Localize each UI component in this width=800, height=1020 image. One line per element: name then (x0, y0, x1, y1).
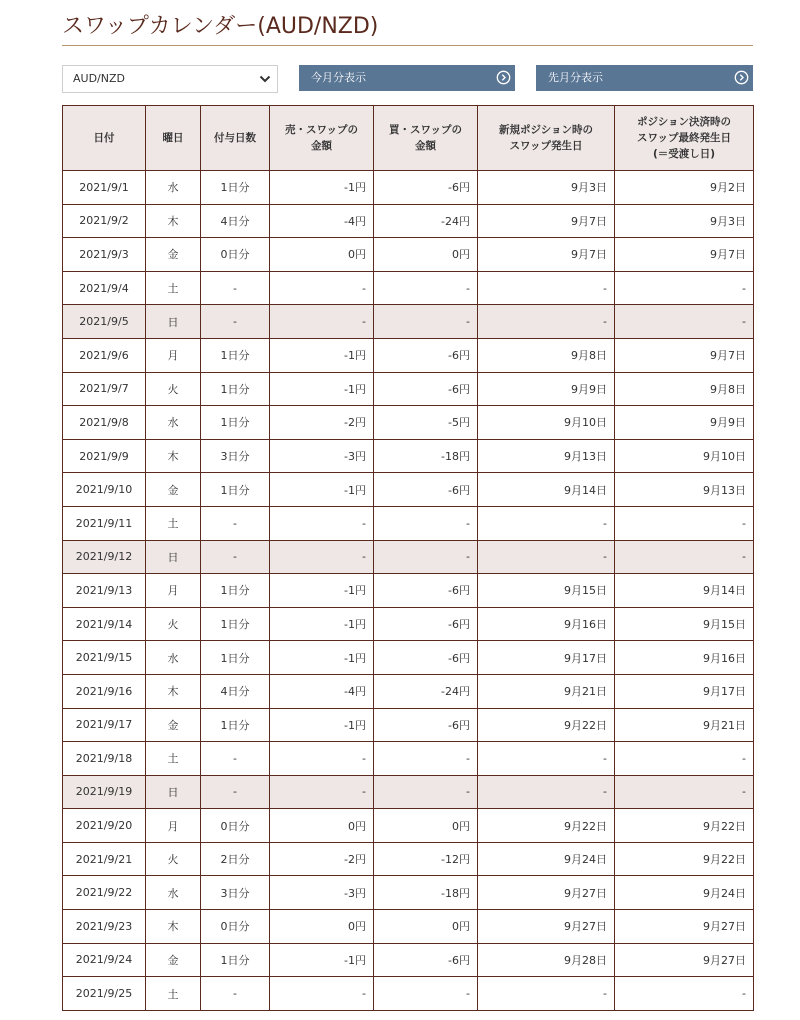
cell-date: 2021/9/12 (63, 540, 146, 574)
cell-weekday: 日 (146, 775, 201, 809)
cell-new-position-date: 9月14日 (478, 473, 615, 507)
header-buy-swap-amount: 買・スワップの 金額 (374, 106, 478, 171)
cell-buy-swap: - (374, 271, 478, 305)
cell-new-position-date: 9月8日 (478, 338, 615, 372)
cell-days-granted: - (201, 977, 270, 1011)
cell-sell-swap: -1円 (270, 943, 374, 977)
table-row (63, 607, 754, 641)
cell-new-position-date: 9月16日 (478, 607, 615, 641)
cell-settlement-date: 9月22日 (615, 809, 754, 843)
cell-settlement-date: - (615, 540, 754, 574)
cell-sell-swap: -1円 (270, 574, 374, 608)
cell-buy-swap: -6円 (374, 473, 478, 507)
cell-new-position-date: 9月28日 (478, 943, 615, 977)
cell-sell-swap: - (270, 305, 374, 339)
table-row (63, 238, 754, 272)
cell-weekday: 水 (146, 406, 201, 440)
cell-settlement-date: 9月27日 (615, 910, 754, 944)
cell-days-granted: - (201, 271, 270, 305)
cell-sell-swap: -2円 (270, 406, 374, 440)
table-row (63, 271, 754, 305)
cell-date: 2021/9/24 (63, 943, 146, 977)
cell-sell-swap: - (270, 540, 374, 574)
table-row (63, 674, 754, 708)
cell-sell-swap: -4円 (270, 674, 374, 708)
table-row (63, 204, 754, 238)
header-sell-swap-amount: 売・スワップの 金額 (270, 106, 374, 171)
cell-weekday: 金 (146, 473, 201, 507)
cell-settlement-date: 9月21日 (615, 708, 754, 742)
cell-weekday: 金 (146, 943, 201, 977)
cell-date: 2021/9/1 (63, 171, 146, 205)
cell-settlement-date: - (615, 775, 754, 809)
cell-date: 2021/9/20 (63, 809, 146, 843)
cell-days-granted: 1日分 (201, 406, 270, 440)
cell-sell-swap: - (270, 742, 374, 776)
table-row (63, 338, 754, 372)
cell-date: 2021/9/4 (63, 271, 146, 305)
cell-settlement-date: - (615, 742, 754, 776)
cell-days-granted: 0日分 (201, 809, 270, 843)
cell-days-granted: - (201, 305, 270, 339)
cell-new-position-date: 9月15日 (478, 574, 615, 608)
currency-pair-select[interactable] (62, 65, 278, 93)
cell-settlement-date: 9月7日 (615, 338, 754, 372)
cell-date: 2021/9/8 (63, 406, 146, 440)
cell-sell-swap: -1円 (270, 171, 374, 205)
cell-date: 2021/9/10 (63, 473, 146, 507)
cell-new-position-date: 9月7日 (478, 204, 615, 238)
cell-date: 2021/9/13 (63, 574, 146, 608)
circle-arrow-right-icon (734, 70, 749, 85)
cell-weekday: 木 (146, 910, 201, 944)
cell-date: 2021/9/15 (63, 641, 146, 675)
cell-settlement-date: 9月7日 (615, 238, 754, 272)
cell-new-position-date: 9月22日 (478, 708, 615, 742)
cell-weekday: 月 (146, 809, 201, 843)
cell-new-position-date: 9月24日 (478, 842, 615, 876)
cell-new-position-date: - (478, 271, 615, 305)
cell-buy-swap: -18円 (374, 439, 478, 473)
cell-date: 2021/9/18 (63, 742, 146, 776)
header-date: 日付 (63, 106, 146, 171)
cell-days-granted: 3日分 (201, 439, 270, 473)
cell-buy-swap: -24円 (374, 204, 478, 238)
cell-sell-swap: - (270, 977, 374, 1011)
cell-settlement-date: 9月13日 (615, 473, 754, 507)
cell-date: 2021/9/17 (63, 708, 146, 742)
cell-date: 2021/9/11 (63, 506, 146, 540)
table-row (63, 977, 754, 1011)
cell-sell-swap: -3円 (270, 439, 374, 473)
cell-weekday: 金 (146, 238, 201, 272)
cell-new-position-date: 9月22日 (478, 809, 615, 843)
cell-days-granted: 1日分 (201, 473, 270, 507)
cell-buy-swap: -6円 (374, 574, 478, 608)
table-row (63, 406, 754, 440)
cell-date: 2021/9/23 (63, 910, 146, 944)
chevron-down-icon (259, 73, 271, 85)
table-row (63, 171, 754, 205)
cell-buy-swap: -6円 (374, 171, 478, 205)
cell-days-granted: 1日分 (201, 641, 270, 675)
cell-sell-swap: -2円 (270, 842, 374, 876)
cell-weekday: 月 (146, 574, 201, 608)
cell-date: 2021/9/5 (63, 305, 146, 339)
cell-new-position-date: 9月7日 (478, 238, 615, 272)
cell-date: 2021/9/22 (63, 876, 146, 910)
cell-days-granted: 0日分 (201, 238, 270, 272)
cell-buy-swap: 0円 (374, 238, 478, 272)
cell-weekday: 火 (146, 842, 201, 876)
cell-date: 2021/9/9 (63, 439, 146, 473)
header-new-position-swap-date: 新規ポジション時の スワップ発生日 (478, 106, 615, 171)
cell-settlement-date: - (615, 506, 754, 540)
cell-settlement-date: 9月27日 (615, 943, 754, 977)
cell-new-position-date: - (478, 977, 615, 1011)
cell-sell-swap: -1円 (270, 641, 374, 675)
cell-new-position-date: 9月3日 (478, 171, 615, 205)
swap-calendar-table (62, 105, 754, 1011)
cell-weekday: 土 (146, 271, 201, 305)
cell-buy-swap: -6円 (374, 338, 478, 372)
cell-weekday: 月 (146, 338, 201, 372)
cell-settlement-date: 9月14日 (615, 574, 754, 608)
cell-settlement-date: 9月2日 (615, 171, 754, 205)
table-header-row (63, 106, 754, 171)
cell-sell-swap: -3円 (270, 876, 374, 910)
cell-buy-swap: - (374, 775, 478, 809)
this-month-button[interactable] (299, 65, 515, 91)
table-row (63, 305, 754, 339)
cell-settlement-date: 9月15日 (615, 607, 754, 641)
cell-buy-swap: - (374, 540, 478, 574)
cell-sell-swap: -1円 (270, 708, 374, 742)
cell-settlement-date: 9月17日 (615, 674, 754, 708)
cell-days-granted: 1日分 (201, 372, 270, 406)
cell-weekday: 土 (146, 506, 201, 540)
currency-pair-value: AUD/NZD (73, 72, 125, 85)
cell-settlement-date: 9月10日 (615, 439, 754, 473)
cell-buy-swap: - (374, 742, 478, 776)
cell-date: 2021/9/14 (63, 607, 146, 641)
last-month-button[interactable] (536, 65, 753, 91)
cell-weekday: 土 (146, 742, 201, 776)
cell-sell-swap: -1円 (270, 473, 374, 507)
cell-days-granted: - (201, 540, 270, 574)
cell-settlement-date: - (615, 305, 754, 339)
cell-sell-swap: - (270, 271, 374, 305)
cell-buy-swap: -5円 (374, 406, 478, 440)
cell-buy-swap: -6円 (374, 372, 478, 406)
cell-weekday: 水 (146, 171, 201, 205)
cell-sell-swap: -1円 (270, 338, 374, 372)
header-settlement-last-swap-date: ポジション決済時の スワップ最終発生日 (＝受渡し日) (615, 106, 754, 171)
cell-buy-swap: - (374, 506, 478, 540)
circle-arrow-right-icon (496, 70, 511, 85)
this-month-label: 今月分表示 (311, 71, 366, 84)
title-divider (62, 45, 753, 46)
cell-weekday: 木 (146, 204, 201, 238)
cell-settlement-date: 9月9日 (615, 406, 754, 440)
cell-sell-swap: - (270, 775, 374, 809)
cell-buy-swap: -6円 (374, 607, 478, 641)
cell-buy-swap: - (374, 977, 478, 1011)
cell-days-granted: - (201, 506, 270, 540)
table-row (63, 842, 754, 876)
header-days-granted: 付与日数 (201, 106, 270, 171)
table-row (63, 574, 754, 608)
cell-days-granted: 4日分 (201, 204, 270, 238)
cell-buy-swap: 0円 (374, 809, 478, 843)
cell-buy-swap: -6円 (374, 708, 478, 742)
table-row (63, 876, 754, 910)
table-row (63, 372, 754, 406)
cell-days-granted: 1日分 (201, 171, 270, 205)
cell-days-granted: 1日分 (201, 607, 270, 641)
cell-weekday: 木 (146, 674, 201, 708)
cell-weekday: 火 (146, 372, 201, 406)
cell-weekday: 木 (146, 439, 201, 473)
cell-settlement-date: 9月3日 (615, 204, 754, 238)
cell-days-granted: 3日分 (201, 876, 270, 910)
cell-settlement-date: 9月16日 (615, 641, 754, 675)
cell-days-granted: 4日分 (201, 674, 270, 708)
cell-weekday: 水 (146, 641, 201, 675)
cell-settlement-date: 9月22日 (615, 842, 754, 876)
cell-settlement-date: - (615, 977, 754, 1011)
table-row (63, 540, 754, 574)
cell-sell-swap: 0円 (270, 910, 374, 944)
cell-date: 2021/9/6 (63, 338, 146, 372)
last-month-label: 先月分表示 (548, 71, 603, 84)
table-row (63, 641, 754, 675)
cell-settlement-date: - (615, 271, 754, 305)
cell-sell-swap: -4円 (270, 204, 374, 238)
cell-sell-swap: - (270, 506, 374, 540)
cell-date: 2021/9/16 (63, 674, 146, 708)
cell-date: 2021/9/21 (63, 842, 146, 876)
cell-new-position-date: - (478, 775, 615, 809)
table-row (63, 943, 754, 977)
header-weekday: 曜日 (146, 106, 201, 171)
table-row (63, 742, 754, 776)
table-row (63, 809, 754, 843)
cell-buy-swap: -18円 (374, 876, 478, 910)
cell-weekday: 火 (146, 607, 201, 641)
cell-days-granted: 0日分 (201, 910, 270, 944)
table-row (63, 439, 754, 473)
cell-new-position-date: - (478, 742, 615, 776)
cell-new-position-date: 9月27日 (478, 876, 615, 910)
cell-buy-swap: - (374, 305, 478, 339)
cell-weekday: 水 (146, 876, 201, 910)
cell-date: 2021/9/25 (63, 977, 146, 1011)
cell-weekday: 金 (146, 708, 201, 742)
cell-new-position-date: 9月13日 (478, 439, 615, 473)
cell-days-granted: 1日分 (201, 943, 270, 977)
table-row (63, 708, 754, 742)
cell-settlement-date: 9月8日 (615, 372, 754, 406)
table-row (63, 910, 754, 944)
cell-new-position-date: 9月17日 (478, 641, 615, 675)
cell-weekday: 日 (146, 540, 201, 574)
cell-date: 2021/9/19 (63, 775, 146, 809)
cell-date: 2021/9/2 (63, 204, 146, 238)
cell-sell-swap: 0円 (270, 809, 374, 843)
cell-new-position-date: - (478, 305, 615, 339)
cell-new-position-date: - (478, 506, 615, 540)
cell-date: 2021/9/3 (63, 238, 146, 272)
cell-buy-swap: -24円 (374, 674, 478, 708)
cell-buy-swap: -6円 (374, 641, 478, 675)
cell-buy-swap: -6円 (374, 943, 478, 977)
cell-days-granted: 1日分 (201, 708, 270, 742)
cell-sell-swap: -1円 (270, 372, 374, 406)
cell-days-granted: 2日分 (201, 842, 270, 876)
cell-new-position-date: 9月9日 (478, 372, 615, 406)
cell-new-position-date: 9月10日 (478, 406, 615, 440)
cell-days-granted: 1日分 (201, 338, 270, 372)
page-title: スワップカレンダー(AUD/NZD) (62, 14, 379, 39)
cell-date: 2021/9/7 (63, 372, 146, 406)
cell-sell-swap: -1円 (270, 607, 374, 641)
cell-new-position-date: 9月27日 (478, 910, 615, 944)
table-row (63, 473, 754, 507)
cell-days-granted: 1日分 (201, 574, 270, 608)
cell-new-position-date: - (478, 540, 615, 574)
cell-buy-swap: 0円 (374, 910, 478, 944)
table-row (63, 775, 754, 809)
cell-buy-swap: -12円 (374, 842, 478, 876)
cell-settlement-date: 9月24日 (615, 876, 754, 910)
cell-weekday: 日 (146, 305, 201, 339)
cell-sell-swap: 0円 (270, 238, 374, 272)
table-row (63, 506, 754, 540)
cell-weekday: 土 (146, 977, 201, 1011)
cell-new-position-date: 9月21日 (478, 674, 615, 708)
cell-days-granted: - (201, 775, 270, 809)
cell-days-granted: - (201, 742, 270, 776)
